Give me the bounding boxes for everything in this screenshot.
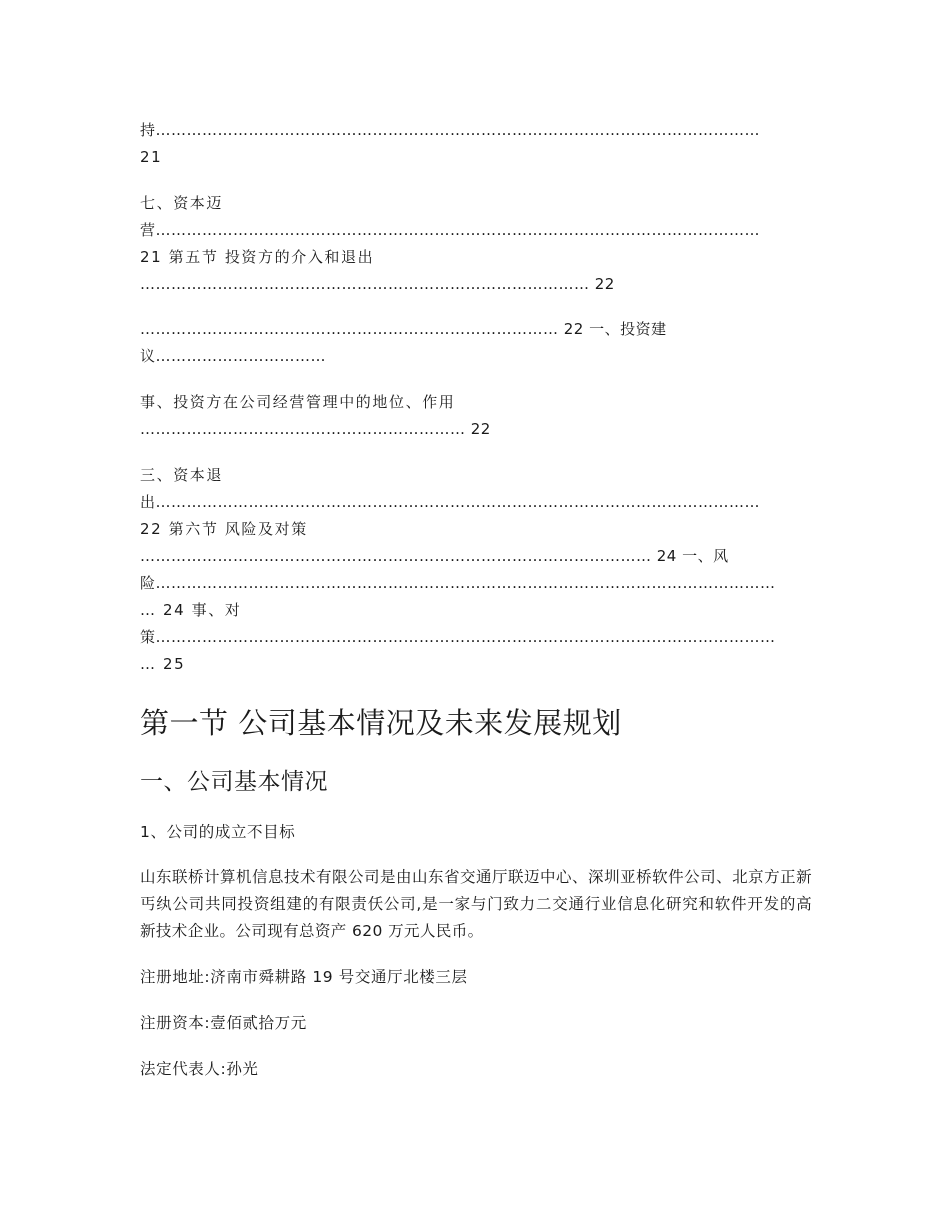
toc-line: …………………………………………………………………………… 22 (140, 275, 615, 293)
legal-representative: 法定代表人:孙光 (140, 1060, 259, 1078)
item-title: 1、公司的成立不目标 (140, 823, 296, 841)
toc-line: 事、投资方在公司经营管理中的地位、作用 (140, 393, 456, 411)
section-heading: 第一节 公司基本情况及未来发展规划 (140, 706, 622, 740)
toc-line: 七、资本迈 (140, 194, 224, 212)
toc-line: ……………………………………………………………………………………… 24 一、风 (140, 547, 729, 565)
registered-address: 注册地址:济南市舜耕路 19 号交通厅北楼三层 (140, 968, 468, 986)
toc-line: 议…………………………… (140, 347, 327, 365)
toc-line: 营……………………………………………………………………………………………………… (140, 221, 761, 239)
registered-capital: 注册资本:壹佰贰拾万元 (140, 1014, 307, 1032)
section-subheading: 一、公司基本情况 (140, 769, 328, 795)
toc-line: 三、资本退 (140, 466, 224, 484)
toc-line: … 24 事、对 (140, 601, 242, 619)
toc-line: 策………………………………………………………………………………………………………… (140, 628, 776, 646)
toc-line: ……………………………………………………………………… 22 一、投资建 (140, 320, 667, 338)
toc-line: 险………………………………………………………………………………………………………… (140, 574, 776, 592)
toc-line: ……………………………………………………… 22 (140, 420, 491, 438)
toc-line: 22 第六节 风险及对策 (140, 520, 308, 538)
toc-line: 21 (140, 148, 163, 166)
company-paragraph: 山东联桥计算机信息技术有限公司是由山东省交通厅联迈中心、深圳亚桥软件公司、北京方正新丐纨公司共同投资组建的有限责仸公司,是一家与门致力二交通行业信息化研究和软件开发的高新技术企业。公司现有总资产 620 万元人民币。 (140, 868, 812, 940)
toc-line: … 25 (140, 655, 186, 673)
toc-line: 持……………………………………………………………………………………………………… (140, 121, 761, 139)
toc-line: 21 第五节 投资方的介入和退出 (140, 248, 375, 266)
toc-line: 出……………………………………………………………………………………………………… (140, 493, 761, 511)
